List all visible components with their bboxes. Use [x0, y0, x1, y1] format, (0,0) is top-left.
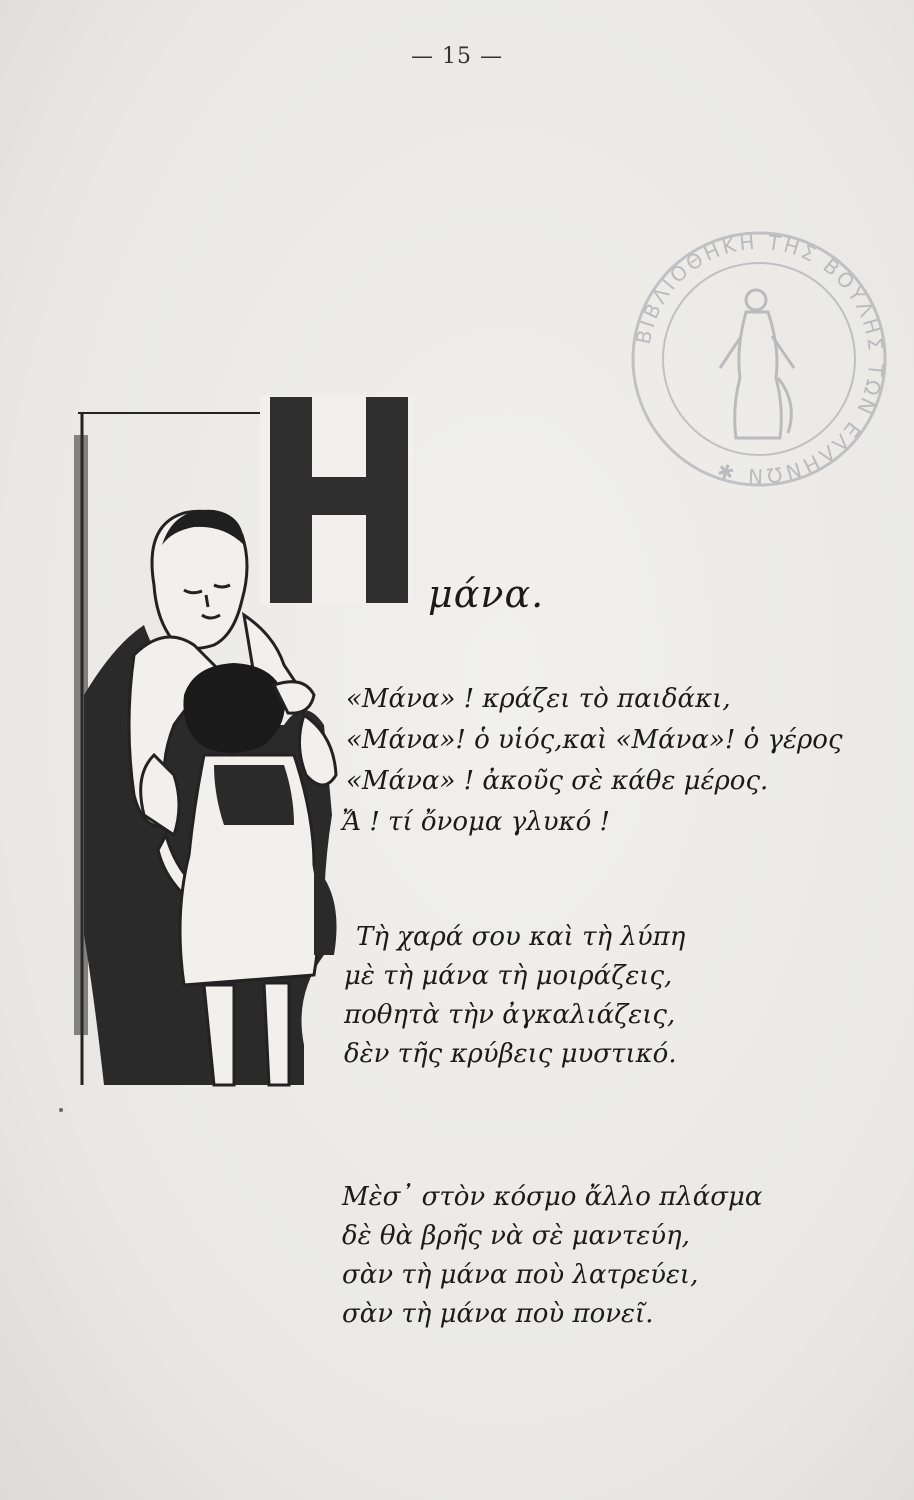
svg-text:ΒΙΒΛΙΟΘΗΚΗ ΤΗΣ ΒΟΥΛΗΣ ΤΩΝ ΕΛΛΗ: ΒΙΒΛΙΟΘΗΚΗ ΤΗΣ ΒΟΥΛΗΣ ΤΩΝ ΕΛΛΗΝΩΝ ✱	[630, 229, 889, 489]
ink-speck	[59, 1108, 63, 1112]
library-stamp	[628, 228, 890, 490]
poem-title-rest: μάνα.	[428, 572, 545, 616]
poem-line: μὲ τὴ μάνα τὴ μοιράζεις,	[344, 961, 673, 991]
poem-line: σὰν τὴ μάνα ποὺ λατρεύει,	[342, 1260, 699, 1290]
page-number: — 15 —	[411, 44, 503, 69]
poem-line: ποθητὰ τὴν ἀγκαλιάζεις,	[344, 1000, 676, 1030]
poem-line: Μὲσ᾽ στὸν κόσμο ἄλλο πλάσμα	[342, 1182, 763, 1212]
poem-line: «Μάνα» ! κράζει τὸ παιδάκι,	[346, 684, 731, 714]
poem-title	[428, 572, 544, 616]
poem-line: σὰν τὴ μάνα ποὺ πονεῖ.	[342, 1299, 654, 1329]
poem-line: Τὴ χαρά σου καὶ τὴ λύπη	[356, 922, 686, 952]
stanza-2	[344, 922, 686, 1080]
poem-line: «Μάνα» ! ἀκοῦς σὲ κάθε μέρος.	[346, 766, 769, 796]
stanza-3	[342, 1184, 762, 1340]
poem-line: Ἄ ! τί ὄνομα γλυκό !	[342, 807, 610, 837]
poem-line: «Μάνα»! ὁ υἱός,καὶ «Μάνα»! ὁ γέρος	[346, 725, 843, 755]
poem-line: δὲ θὰ βρῆς νὰ σὲ μαντεύη,	[342, 1221, 690, 1251]
stanza-1	[342, 684, 843, 850]
poem-line: δὲν τῆς κρύβεις μυστικό.	[344, 1039, 677, 1069]
